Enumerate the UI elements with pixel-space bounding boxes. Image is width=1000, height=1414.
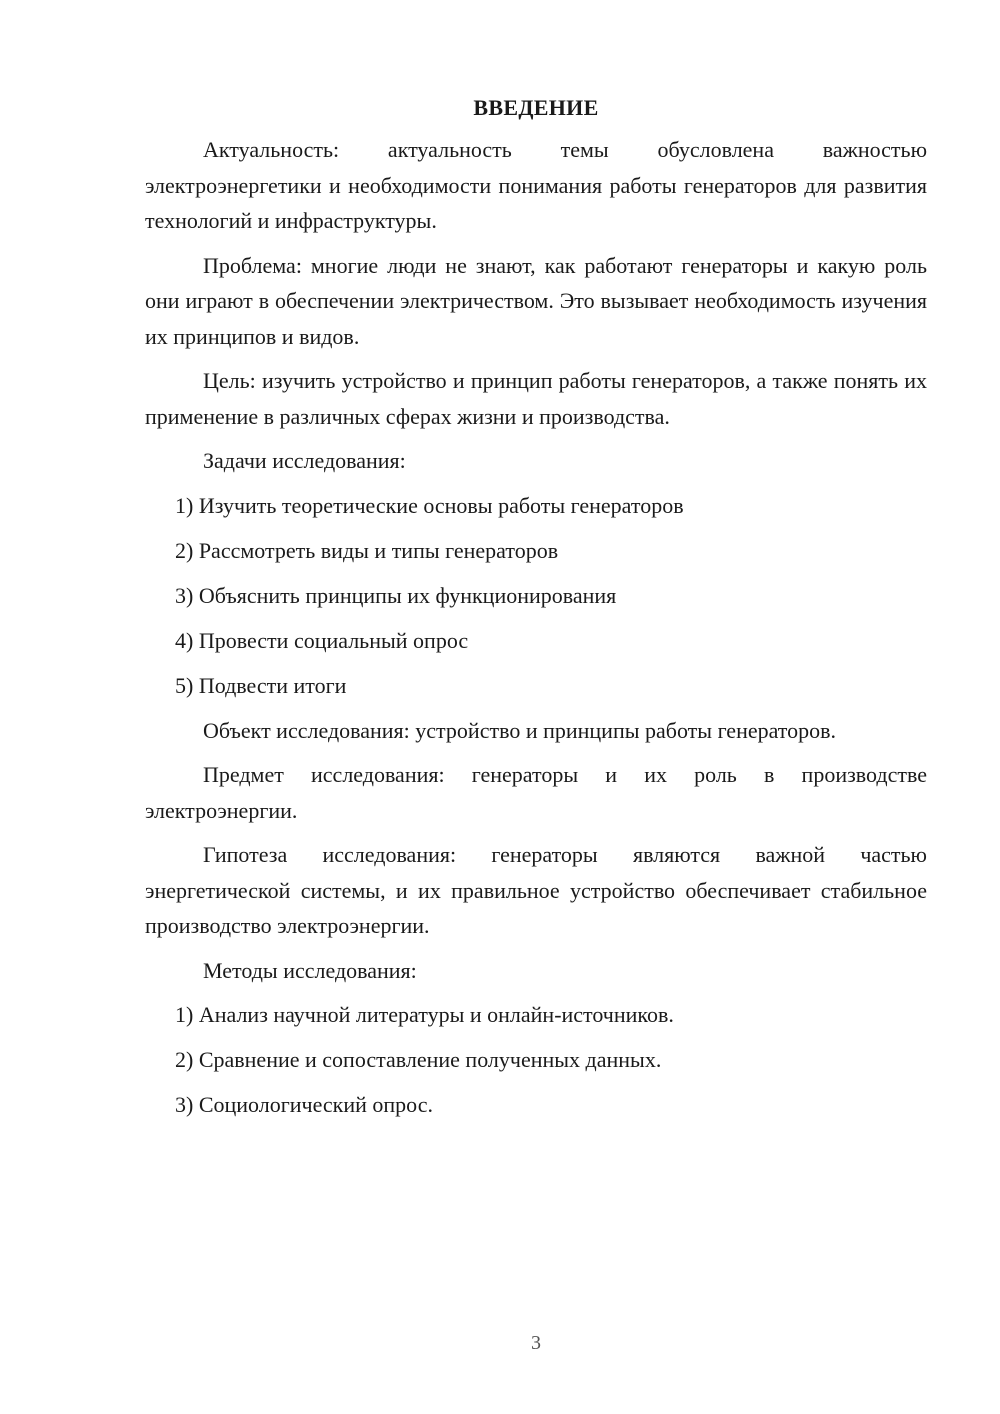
methods-heading: Методы исследования:	[203, 957, 417, 983]
list-item: 1) Анализ научной литературы и онлайн-источников.	[175, 1002, 674, 1027]
list-item: 4) Провести социальный опрос	[175, 627, 469, 653]
object-paragraph: Объект исследования: устройство и принципы работы генераторов.	[203, 717, 837, 743]
subject-paragraph: Предмет исследования: генераторы и их роль в производстве электроэнергии.	[145, 762, 927, 823]
page-title: ВВЕДЕНИЕ	[473, 95, 599, 120]
relevance-paragraph: Актуальность: актуальность темы обусловлена важностью электроэнергетики и необходимости понимания работы генераторов для развития технологий и инфраструктуры.	[145, 137, 927, 233]
list-item: 3) Объяснить принципы их функционирования	[175, 582, 617, 608]
hypothesis-paragraph: Гипотеза исследования: генераторы являются важной частью энергетической системы, и их правильное устройство обеспечивает стабильное производство электроэнергии.	[145, 842, 927, 938]
list-item: 5) Подвести итоги	[175, 672, 347, 698]
tasks-heading: Задачи исследования:	[203, 448, 406, 473]
problem-paragraph: Проблема: многие люди не знают, как работают генераторы и какую роль они играют в обеспечении электричеством. Это вызывает необходимость изучения их принципов и видов.	[145, 252, 927, 349]
methods-list	[145, 997, 927, 1123]
list-item: 3) Социологический опрос.	[175, 1092, 433, 1117]
goal-paragraph: Цель: изучить устройство и принцип работы генераторов, а также понять их применение в различных сферах жизни и производства.	[145, 368, 927, 429]
list-item: 1) Изучить теоретические основы работы генераторов	[175, 492, 684, 518]
tasks-list	[145, 488, 927, 704]
page-number: 3	[531, 1332, 541, 1354]
document-page	[145, 90, 927, 1132]
list-item: 2) Рассмотреть виды и типы генераторов	[175, 537, 559, 563]
list-item: 2) Сравнение и сопоставление полученных данных.	[175, 1047, 662, 1072]
